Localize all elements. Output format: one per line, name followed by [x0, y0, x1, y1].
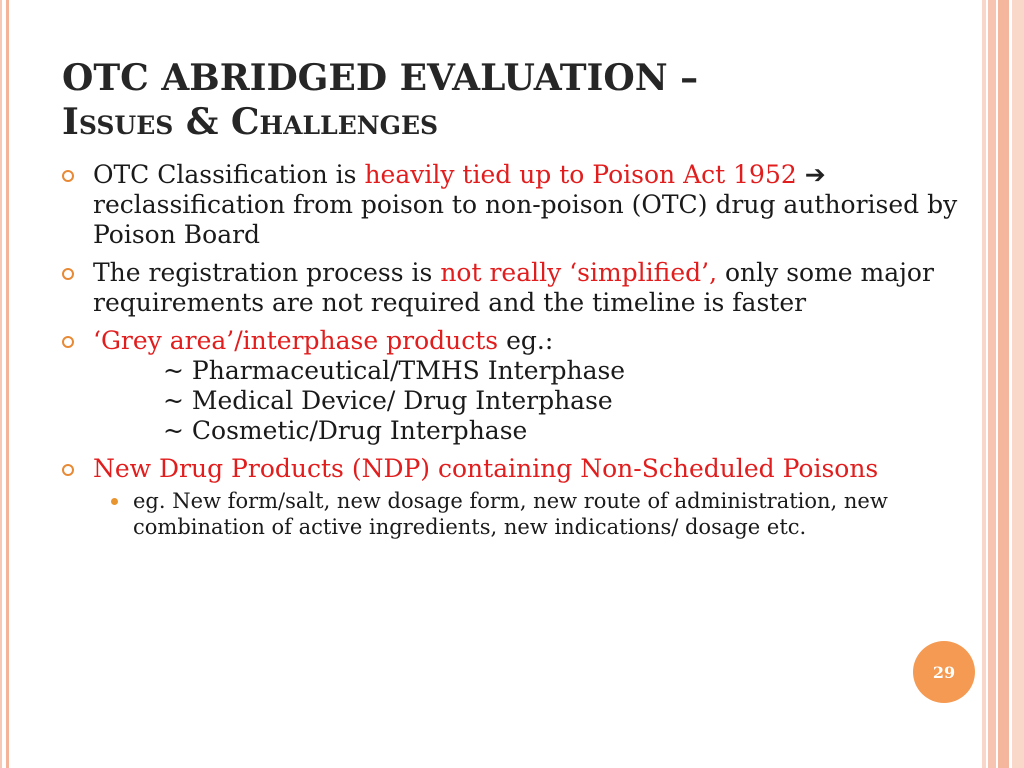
right-border-band — [1012, 0, 1024, 768]
bullet-grey-area — [62, 326, 962, 446]
left-border-decoration — [0, 0, 12, 768]
interphase-item: ~ Medical Device/ Drug Interphase — [163, 386, 613, 415]
dot-bullet-icon — [111, 498, 118, 505]
slide-body — [62, 160, 962, 548]
highlight-text: New Drug Products (NDP) containing Non-Scheduled Poisons — [93, 454, 879, 483]
right-border-decoration — [976, 0, 1024, 768]
bullet-text: reclassification from poison to non-poison (OTC) drug authorised by Poison Board — [93, 190, 958, 249]
bullet-text: The registration process is — [93, 258, 441, 287]
right-border-band — [988, 0, 996, 768]
highlight-text: not really ‘simplified’, — [440, 258, 718, 287]
right-arrow-icon: ➔ — [796, 160, 826, 189]
bullet-text: OTC Classification is — [93, 160, 365, 189]
title-line-1: OTC ABRIDGED EVALUATION – — [62, 57, 699, 99]
bullet-text: eg.: — [498, 326, 554, 355]
title-line-2: Issues & Challenges — [62, 101, 439, 143]
ring-bullet-icon — [62, 336, 74, 348]
interphase-item: ~ Cosmetic/Drug Interphase — [163, 416, 528, 445]
highlight-text: heavily tied up to Poison Act 1952 — [364, 160, 797, 189]
left-border-line — [6, 0, 9, 768]
sub-bullet-examples — [93, 488, 962, 540]
sub-bullet-text: eg. New form/salt, new dosage form, new route of administration, new combination of active ingredients, new indications/ dosage etc. — [133, 489, 888, 539]
highlight-text: ‘Grey area’/interphase products — [93, 326, 499, 355]
bullet-new-drug-products — [62, 454, 962, 540]
right-border-band — [982, 0, 986, 768]
bullet-registration-process — [62, 258, 962, 318]
page-number: 29 — [932, 662, 956, 682]
interphase-item: ~ Pharmaceutical/TMHS Interphase — [163, 356, 626, 385]
ring-bullet-icon — [62, 170, 74, 182]
slide-title — [62, 56, 952, 144]
bullet-text: only some major requirements are not required and the timeline is faster — [93, 258, 934, 317]
ring-bullet-icon — [62, 464, 74, 476]
page-number-badge — [913, 641, 975, 703]
bullet-otc-classification — [62, 160, 962, 250]
left-border-line — [0, 0, 2, 768]
ring-bullet-icon — [62, 268, 74, 280]
right-border-band — [998, 0, 1009, 768]
